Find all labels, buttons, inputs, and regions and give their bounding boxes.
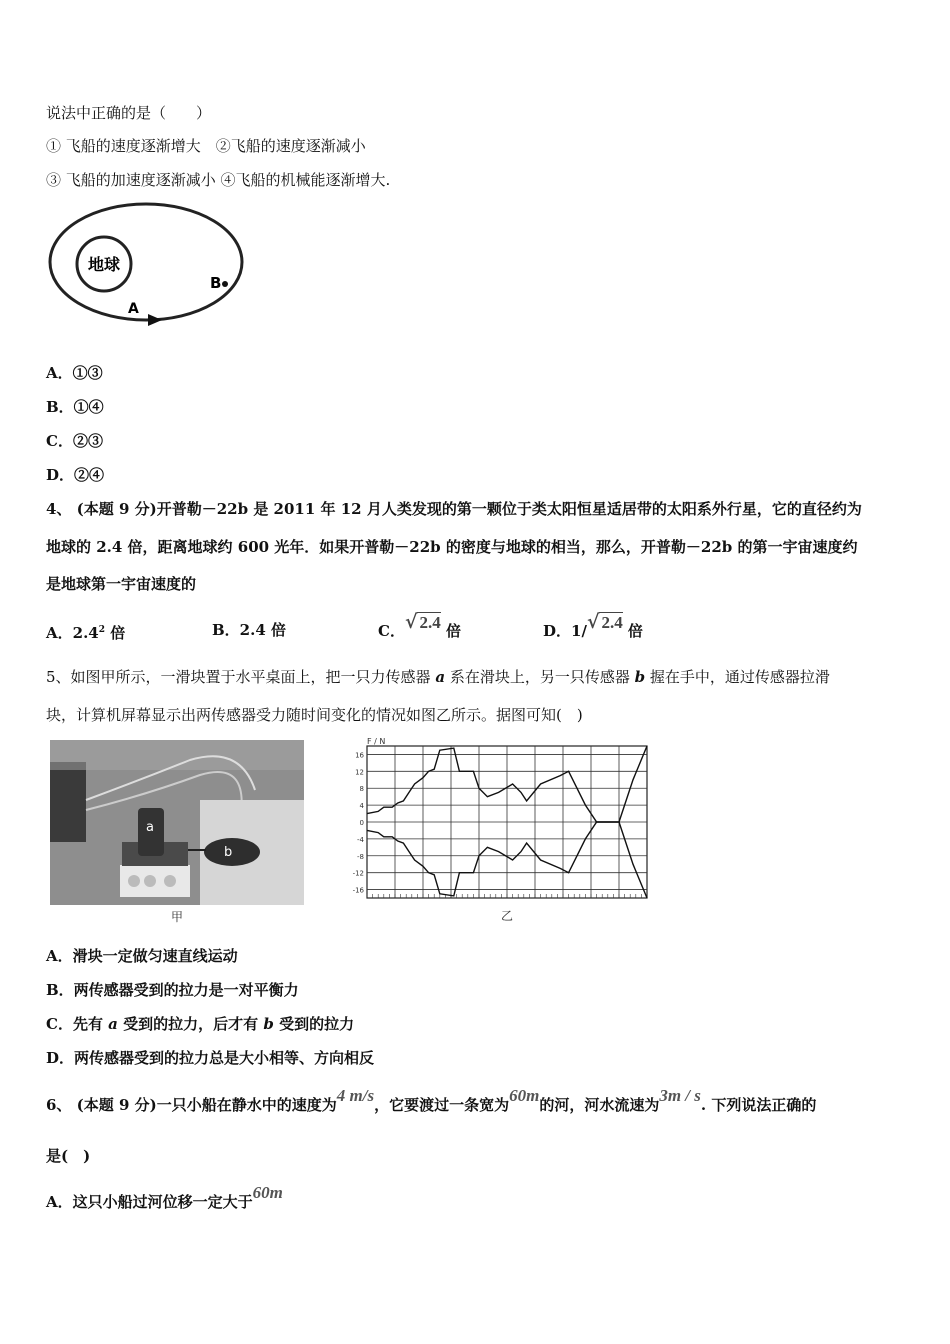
point-b-label: B — [210, 274, 222, 292]
photo-jia — [50, 740, 304, 926]
orbit-diagram — [46, 200, 246, 330]
sensor-base — [50, 762, 86, 842]
q5-option-b[interactable]: B．两传感器受到的拉力是一对平衡力 — [46, 981, 299, 999]
q4-option-a[interactable]: A．$2.4^2$ 倍 — [46, 624, 126, 642]
statement-1-2: ① 飞船的速度逐渐增大 ②飞船的速度逐渐减小 — [46, 137, 366, 155]
q6-line-2: 是( ) — [46, 1147, 91, 1165]
sensor-a-label: a — [146, 820, 154, 835]
sensor-b-label: b — [224, 845, 233, 860]
q5-option-d[interactable]: D．两传感器受到的拉力总是大小相等、方向相反 — [46, 1049, 375, 1067]
question-stem: 说法中正确的是（ ） — [46, 104, 212, 122]
chart-y-tick-label: 4 — [359, 802, 364, 811]
chart-y-tick-label: 16 — [355, 751, 364, 760]
q4-option-d[interactable]: D．1/√ 2.4 倍 — [543, 611, 643, 640]
q4-option-c[interactable]: C．√ 2.4 倍 — [378, 611, 461, 640]
caption-yi: 乙 — [500, 909, 514, 923]
river-width: 60m — [509, 1086, 540, 1105]
q3-option-d[interactable]: D．②④ — [46, 466, 105, 484]
q4-option-b[interactable]: B．2.4 倍 — [212, 621, 286, 639]
chart-y-tick-label: -8 — [357, 852, 364, 861]
chart-ylabel: F / N — [367, 737, 386, 746]
orbit-ellipse — [50, 204, 242, 320]
arrow-icon — [148, 314, 162, 326]
q3-option-b[interactable]: B．①④ — [46, 398, 104, 416]
q5-line-1: 5、如图甲所示，一滑块置于水平桌面上，把一只力传感器 a 系在滑块上，另一只传感器 b 握在手中，通过传感器拉滑 — [46, 668, 830, 686]
current-speed: 3m / s — [659, 1086, 701, 1105]
point-a-label: A — [128, 301, 139, 317]
q4-line-1: 4、 (本题 9 分)开普勒－22b 是 2011 年 12 月人类发现的第一颗位于类太阳恒星适居带的太阳系外行星，它的直径约为 — [46, 500, 862, 518]
q5-option-a[interactable]: A．滑块一定做匀速直线运动 — [46, 947, 238, 965]
q5-option-c[interactable]: C．先有 a 受到的拉力，后才有 b 受到的拉力 — [46, 1015, 355, 1033]
force-time-chart — [345, 734, 655, 926]
q6-option-a[interactable]: A．这只小船过河位移一定大于60m — [46, 1183, 283, 1211]
chart-y-tick-label: -16 — [352, 886, 364, 895]
q6-line-1: 6、 (本题 9 分)一只小船在静水中的速度为4 m/s，它要渡过一条宽为60m的河，河水流速为3m / s. 下列说法正确的 — [46, 1086, 817, 1114]
chart-y-tick-label: -4 — [357, 835, 364, 844]
caption-jia: 甲 — [170, 910, 184, 924]
speed-still-water: 4 m/s — [336, 1086, 375, 1105]
q3-option-c[interactable]: C．②③ — [46, 432, 103, 450]
q5-line-2: 块，计算机屏幕显示出两传感器受力随时间变化的情况如图乙所示。据图可知( ) — [46, 706, 583, 724]
q3-option-a[interactable]: A．①③ — [46, 364, 103, 382]
q4-line-3: 是地球第一宇宙速度的 — [46, 575, 197, 593]
statement-3-4: ③ 飞船的加速度逐渐减小 ④飞船的机械能逐渐增大. — [46, 171, 391, 189]
chart-y-tick-label: 8 — [359, 785, 364, 794]
earth-label: 地球 — [87, 255, 121, 274]
chart-y-tick-label: 0 — [359, 819, 364, 827]
point-b-dot — [222, 281, 228, 287]
q4-line-2: 地球的 2.4 倍，距离地球约 600 光年．如果开普勒－22b 的密度与地球的相当，那么，开普勒－22b 的第一宇宙速度约 — [46, 538, 858, 556]
chart-y-tick-label: -12 — [352, 869, 364, 878]
chart-y-tick-label: 12 — [355, 768, 364, 777]
